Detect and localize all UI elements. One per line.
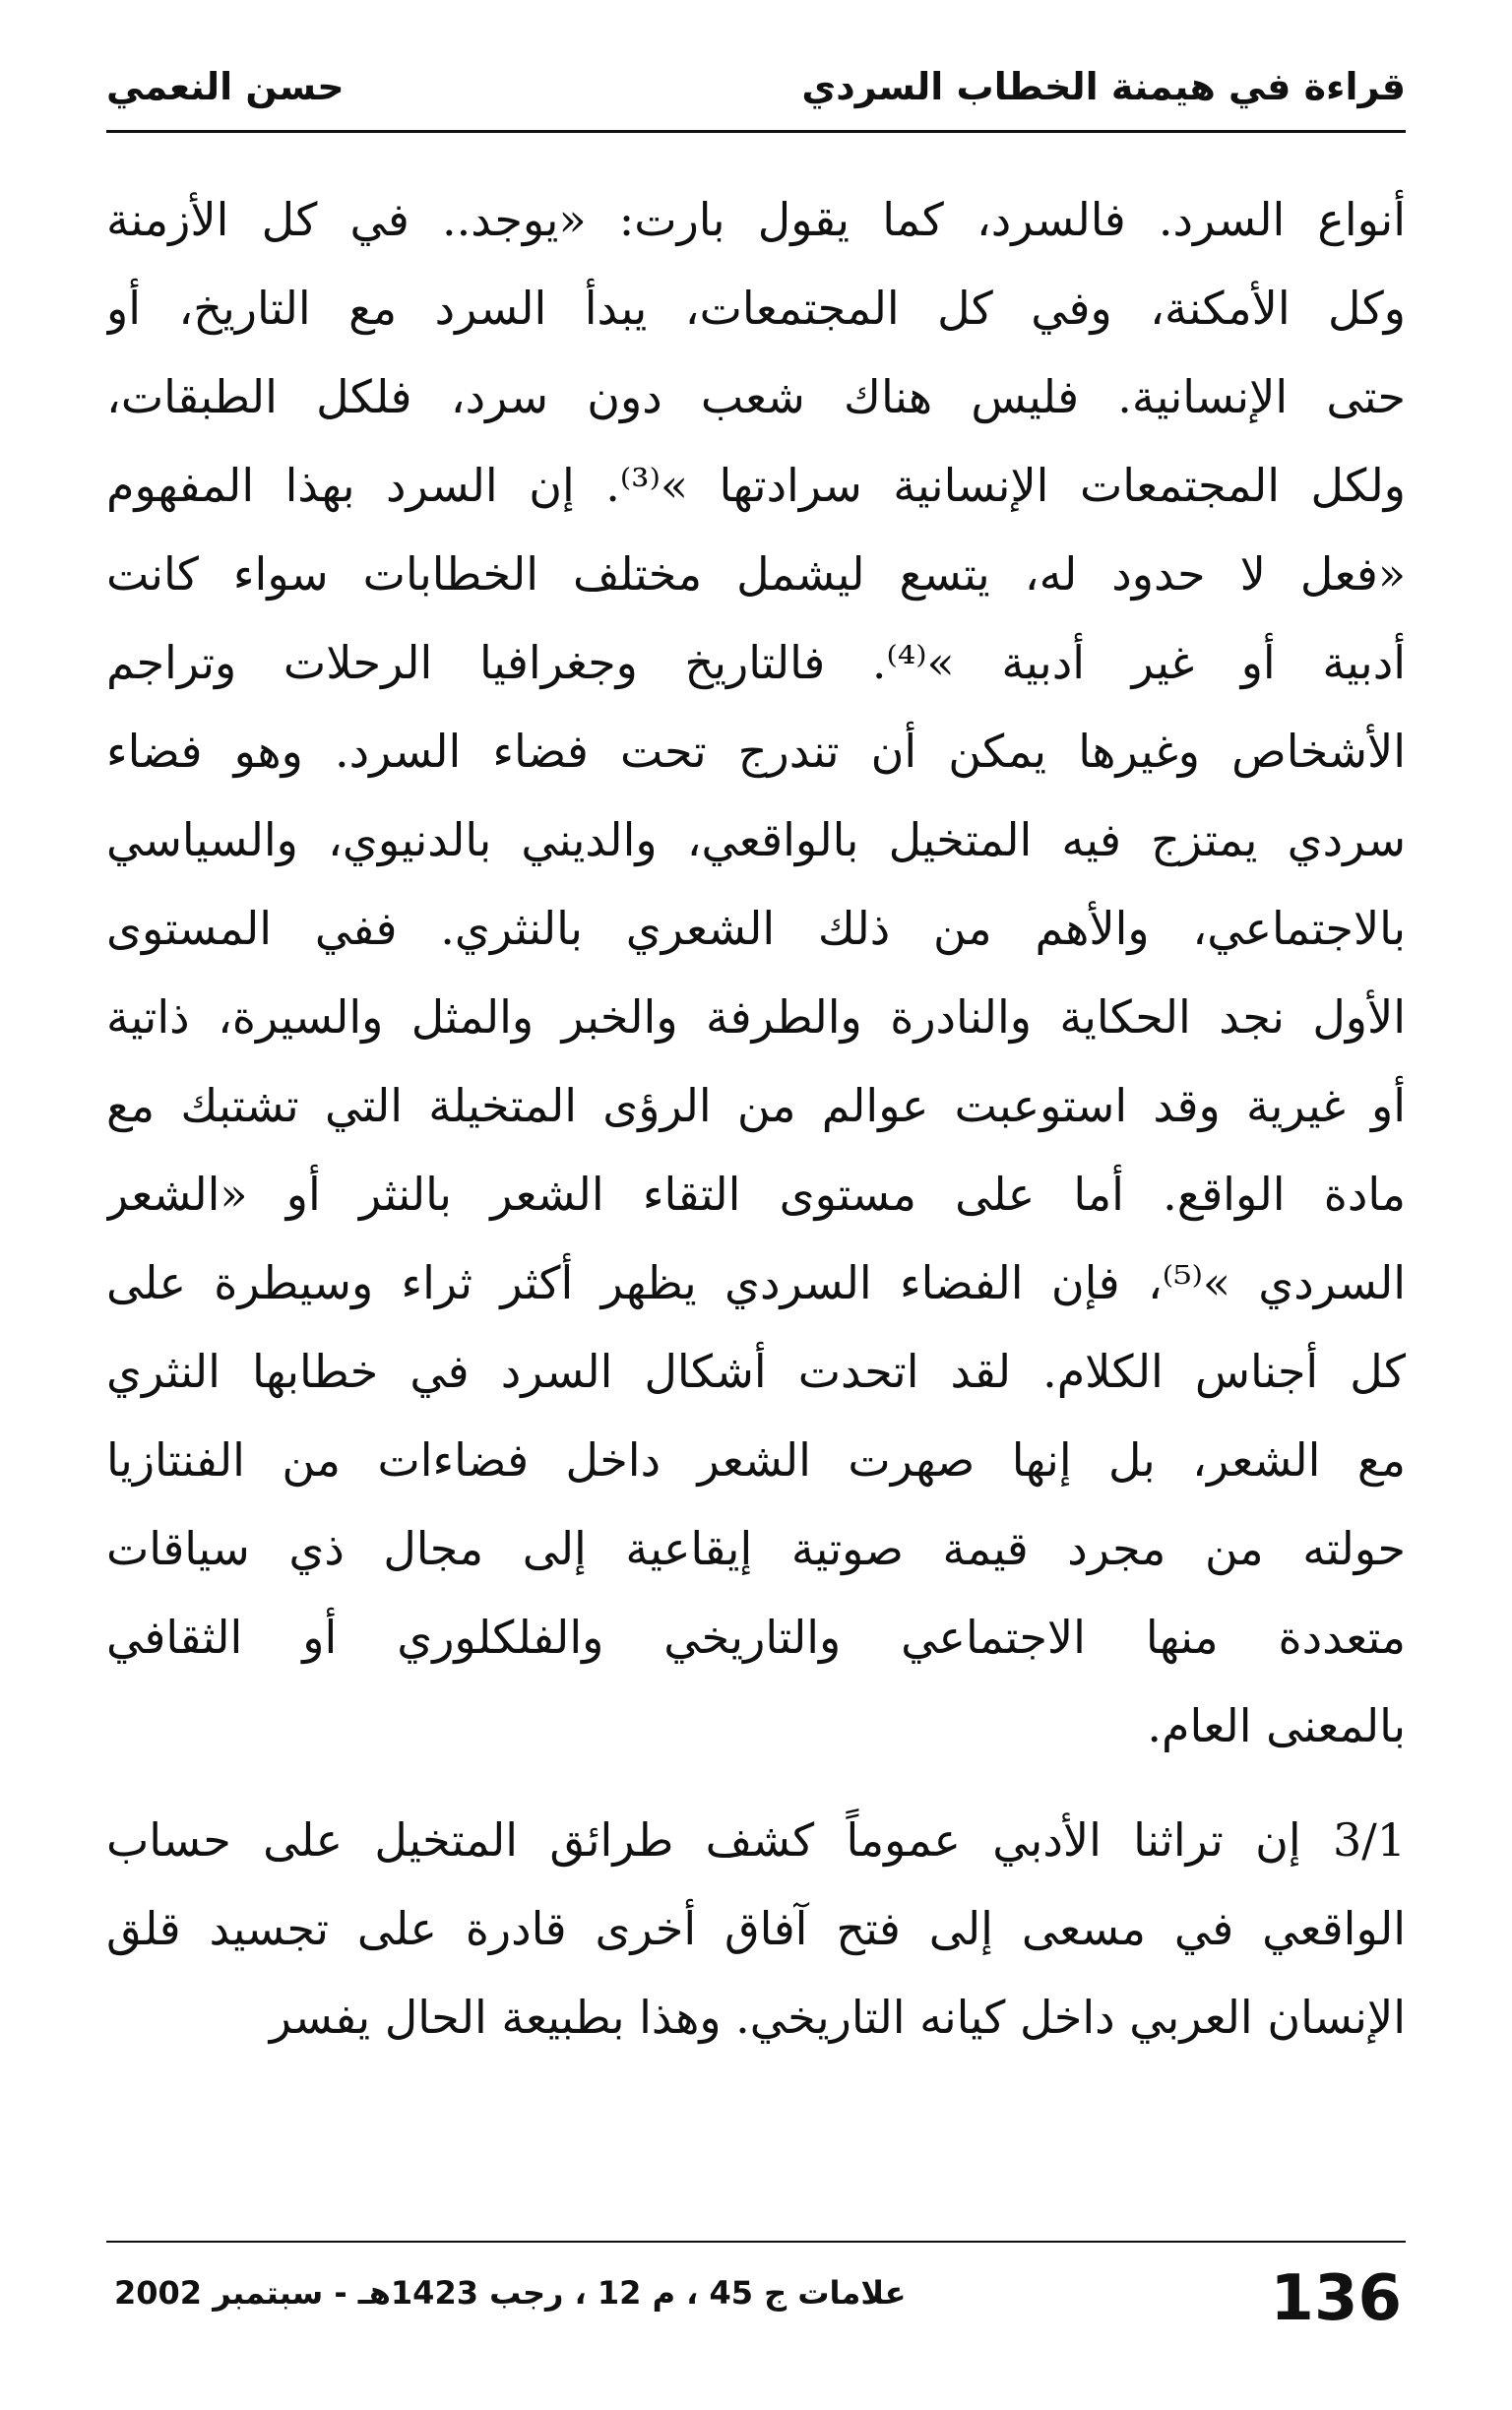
body-text <box>106 175 1406 2061</box>
text-line: كل أجناس الكلام. لقد اتحدت أشكال السرد في خطابها النثري <box>106 1345 1406 1398</box>
header-rule <box>106 130 1406 133</box>
text-line: وكل الأمكنة، وفي كل المجتمعات، يبدأ السرد مع التاريخ، أو <box>106 282 1406 335</box>
text-line: الأول نجد الحكاية والنادرة والطرفة والخبر والمثل والسيرة، ذاتية <box>106 990 1406 1044</box>
text-line: 3/1 إن تراثنا الأدبي عموماً كشف طرائق المتخيل على حساب <box>106 1813 1406 1867</box>
text-line: «فعل لا حدود له، يتسع ليشمل مختلف الخطابات سواء كانت <box>106 547 1406 601</box>
text-line: بالمعنى العام. <box>1147 1699 1406 1752</box>
text-line: أنواع السرد. فالسرد، كما يقول بارت: «يوجد.. في كل الأزمنة <box>106 193 1406 246</box>
text-line: حولته من مجرد قيمة صوتية إيقاعية إلى مجال ذي سياقات <box>106 1522 1406 1575</box>
text-line: متعددة منها الاجتماعي والتاريخي والفلكلوري أو الثقافي <box>106 1611 1406 1664</box>
text-line: حتى الإنسانية. فليس هناك شعب دون سرد، فلكل الطبقات، <box>106 370 1406 423</box>
paragraph-1 <box>106 175 1406 1770</box>
text-line: ولكل المجتمعات الإنسانية سرادتها »⁽³⁾. إن السرد بهذا المفهوم <box>106 459 1406 512</box>
footer-rule <box>106 2241 1406 2243</box>
text-line: الإنسان العربي داخل كيانه التاريخي. وهذا بطبيعة الحال يفسر <box>269 1991 1406 2044</box>
text-line: أدبية أو غير أدبية »⁽⁴⁾. فالتاريخ وجغرافيا الرحلات وتراجم <box>106 636 1406 689</box>
journal-citation: علامات ج 45 ، م 12 ، رجب 1423هـ - سبتمبر 2002 <box>114 2274 907 2312</box>
text-line: بالاجتماعي، والأهم من ذلك الشعري بالنثري. ففي المستوى <box>106 902 1406 955</box>
text-line: الواقعي في مسعى إلى فتح آفاق أخرى قادرة على تجسيد قلق <box>106 1902 1406 1955</box>
author-name: حسن النعمي <box>106 65 345 108</box>
text-line: السردي »⁽⁵⁾، فإن الفضاء السردي يظهر أكثر ثراء وسيطرة على <box>106 1256 1406 1309</box>
text-line: سردي يمتزج فيه المتخيل بالواقعي، والديني بالدنيوي، والسياسي <box>106 813 1406 866</box>
text-line: مادة الواقع. أما على مستوى التقاء الشعر بالنثر أو «الشعر <box>106 1168 1406 1221</box>
paragraph-2 <box>106 1796 1406 2061</box>
running-footer <box>106 2260 1406 2339</box>
text-line: الأشخاص وغيرها يمكن أن تندرج تحت فضاء السرد. وهو فضاء <box>106 725 1406 778</box>
page-number: 136 <box>1270 2262 1402 2335</box>
text-line: مع الشعر، بل إنها صهرت الشعر داخل فضاءات من الفنتازيا <box>106 1433 1406 1487</box>
text-line: أو غيرية وقد استوعبت عوالم من الرؤى المتخيلة التي تشتبك مع <box>106 1079 1406 1132</box>
running-title: قراءة في هيمنة الخطاب السردي <box>801 65 1406 108</box>
